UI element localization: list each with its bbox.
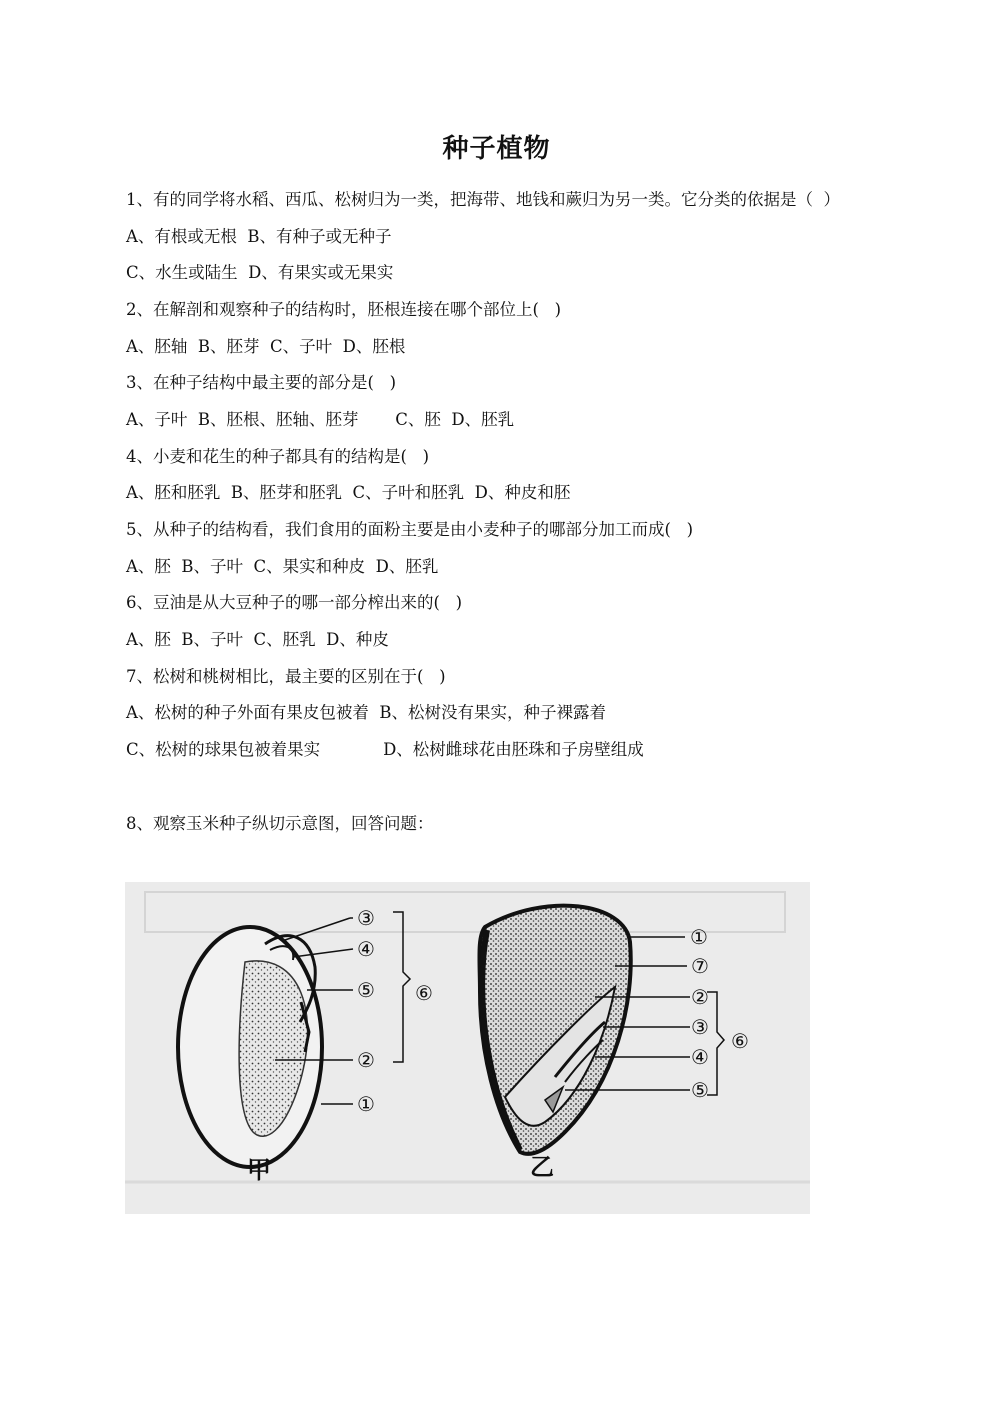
- left-label-2: ②: [357, 1048, 375, 1072]
- question-6-options: A、胚 B、子叶 C、胚乳 D、种皮: [126, 630, 389, 649]
- question-2-stem: 2、在解剖和观察种子的结构时，胚根连接在哪个部位上( ): [126, 300, 562, 319]
- question-6-stem: 6、豆油是从大豆种子的哪一部分榨出来的( ): [126, 593, 463, 612]
- bean-seed-drawing: [178, 927, 322, 1167]
- question-3-stem: 3、在种子结构中最主要的部分是( ): [126, 373, 397, 392]
- question-1-stem: 1、有的同学将水稻、西瓜、松树归为一类，把海带、地钱和蕨归为另一类。它分类的依据是（ ）: [126, 190, 840, 209]
- left-label-1: ①: [357, 1092, 375, 1116]
- question-2-options: A、胚轴 B、胚芽 C、子叶 D、胚根: [126, 337, 406, 356]
- left-group-label-6: ⑥: [415, 981, 433, 1005]
- left-caption: 甲: [247, 1155, 271, 1184]
- left-label-4: ④: [357, 937, 375, 961]
- question-4-options: A、胚和胚乳 B、胚芽和胚乳 C、子叶和胚乳 D、种皮和胚: [126, 483, 571, 502]
- question-5-options: A、胚 B、子叶 C、果实和种皮 D、胚乳: [126, 557, 439, 576]
- seed-diagram-figure: [125, 882, 810, 1214]
- page-title: 种子植物: [442, 134, 551, 164]
- question-7-stem: 7、松树和桃树相比，最主要的区别在于( ): [126, 667, 446, 686]
- question-3-options: A、子叶 B、胚根、胚轴、胚芽 C、胚 D、胚乳: [126, 410, 515, 429]
- question-1-options-a: A、有根或无根 B、有种子或无种子: [126, 227, 392, 246]
- question-5-stem: 5、从种子的结构看，我们食用的面粉主要是由小麦种子的哪部分加工而成( ): [126, 520, 694, 539]
- right-label-2: ②: [691, 985, 709, 1009]
- right-label-7: ⑦: [691, 954, 709, 978]
- right-label-5: ⑤: [691, 1078, 709, 1102]
- right-label-3: ③: [691, 1015, 709, 1039]
- right-caption: 乙: [530, 1152, 554, 1181]
- question-4-stem: 4、小麦和花生的种子都具有的结构是( ): [126, 447, 430, 466]
- right-label-4: ④: [691, 1045, 709, 1069]
- question-1-options-c: C、水生或陆生 D、有果实或无果实: [126, 263, 394, 282]
- right-group-label-6: ⑥: [731, 1029, 749, 1053]
- question-8-stem: 8、观察玉米种子纵切示意图，回答问题：: [126, 814, 434, 833]
- right-label-1: ①: [690, 925, 708, 949]
- question-7-options-c: C、松树的球果包被着果实 D、松树雌球花由胚珠和子房壁组成: [126, 740, 644, 759]
- question-7-options-a: A、松树的种子外面有果皮包被着 B、松树没有果实，种子裸露着: [126, 703, 607, 722]
- left-label-3: ③: [357, 906, 375, 930]
- left-label-5: ⑤: [357, 978, 375, 1002]
